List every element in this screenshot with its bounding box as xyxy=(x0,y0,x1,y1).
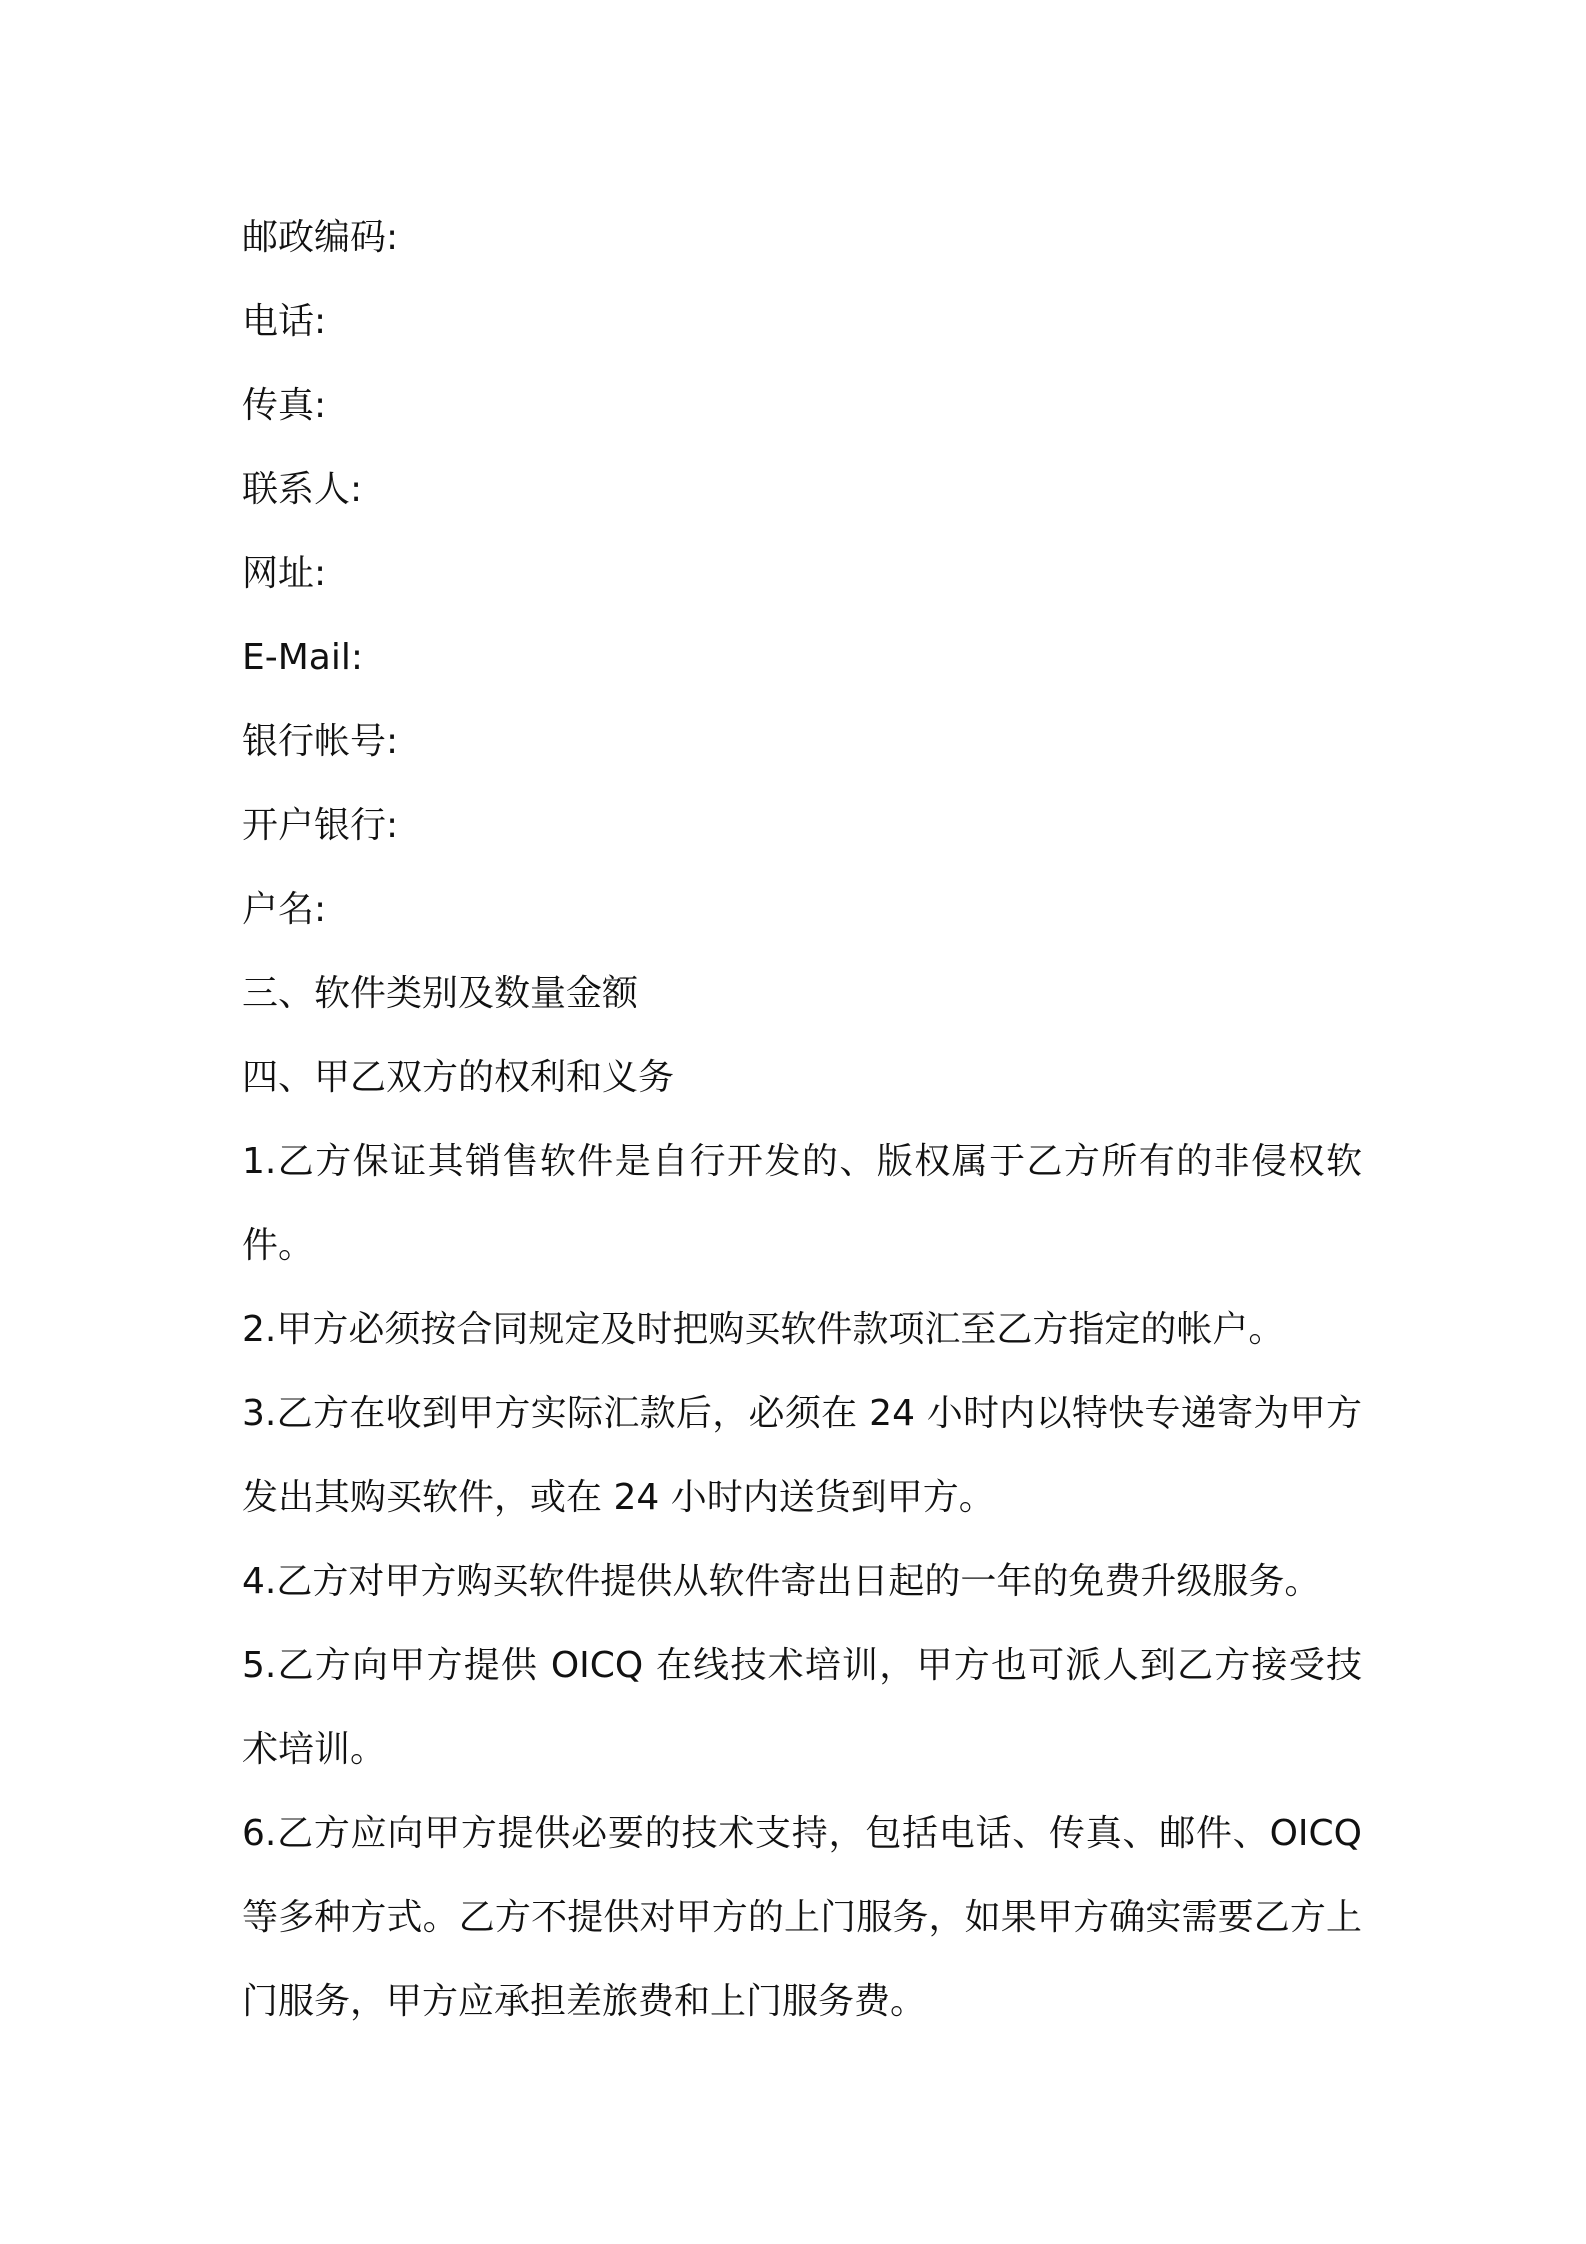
field-account-name: 户名: xyxy=(242,889,327,930)
section-heading-3: 三、软件类别及数量金额 xyxy=(242,973,639,1014)
clause-2: 2.甲方必须按合同规定及时把购买软件款项汇至乙方指定的帐户。 xyxy=(242,1309,1285,1350)
clause-1: 1.乙方保证其销售软件是自行开发的、版权属于乙方所有的非侵权软件。 xyxy=(242,1141,1362,1266)
document-body xyxy=(242,196,1362,2044)
clause-6: 6.乙方应向甲方提供必要的技术支持，包括电话、传真、邮件、OICQ 等多种方式。乙方不提供对甲方的上门服务，如果甲方确实需要乙方上门服务，甲方应承担差旅费和上门服务费。 xyxy=(242,1813,1362,2022)
field-email: E-Mail: xyxy=(242,637,363,678)
clause-3: 3.乙方在收到甲方实际汇款后，必须在 24 小时内以特快专递寄为甲方发出其购买软件，或在 24 小时内送货到甲方。 xyxy=(242,1393,1362,1518)
clause-4: 4.乙方对甲方购买软件提供从软件寄出日起的一年的免费升级服务。 xyxy=(242,1561,1321,1602)
field-bank-name: 开户银行: xyxy=(242,805,399,846)
field-website: 网址: xyxy=(242,553,327,594)
field-fax: 传真: xyxy=(242,385,327,426)
field-phone: 电话: xyxy=(242,301,327,342)
clause-5: 5.乙方向甲方提供 OICQ 在线技术培训，甲方也可派人到乙方接受技术培训。 xyxy=(242,1645,1362,1770)
section-heading-4: 四、甲乙双方的权利和义务 xyxy=(242,1057,675,1098)
field-contact: 联系人: xyxy=(242,469,363,510)
field-bank-account: 银行帐号: xyxy=(242,721,399,762)
field-postal-code: 邮政编码: xyxy=(242,217,399,258)
